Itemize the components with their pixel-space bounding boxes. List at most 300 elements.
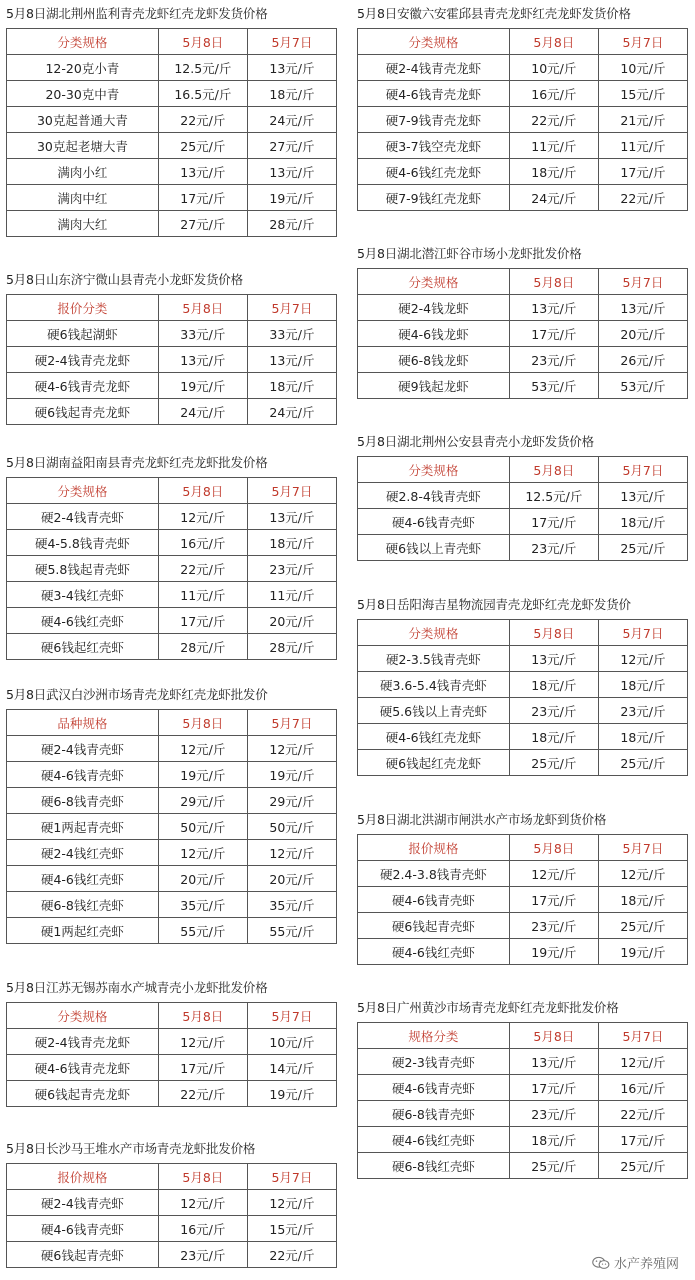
column-header: 分类规格	[7, 1003, 159, 1029]
price-cell: 18元/斤	[247, 530, 336, 556]
price-cell: 33元/斤	[158, 321, 247, 347]
price-cell: 12.5元/斤	[509, 483, 598, 509]
price-cell: 18元/斤	[509, 724, 598, 750]
price-cell: 22元/斤	[158, 556, 247, 582]
column-header: 分类规格	[358, 620, 510, 646]
table-row	[7, 556, 337, 582]
price-cell: 10元/斤	[598, 55, 687, 81]
price-cell: 25元/斤	[509, 1153, 598, 1179]
table-row	[7, 55, 337, 81]
column-header: 分类规格	[358, 269, 510, 295]
price-cell: 12元/斤	[247, 1190, 336, 1216]
table-header-row	[358, 620, 688, 646]
price-cell: 16.5元/斤	[158, 81, 247, 107]
spec-cell: 硬6钱起红壳虾	[7, 634, 159, 660]
table-row	[7, 81, 337, 107]
table-row	[7, 892, 337, 918]
column-header: 分类规格	[7, 478, 159, 504]
table-row	[7, 185, 337, 211]
price-cell: 20元/斤	[158, 866, 247, 892]
spec-cell: 硬4-6钱青壳虾	[7, 762, 159, 788]
table-row	[7, 866, 337, 892]
table-row	[358, 750, 688, 776]
table-title: 5月8日湖北荆州监利青壳龙虾红壳龙虾发货价格	[6, 6, 268, 21]
price-cell: 12元/斤	[158, 504, 247, 530]
price-cell: 25元/斤	[509, 750, 598, 776]
price-cell: 18元/斤	[598, 724, 687, 750]
price-cell: 17元/斤	[509, 1075, 598, 1101]
price-cell: 11元/斤	[509, 133, 598, 159]
price-cell: 12元/斤	[509, 861, 598, 887]
price-cell: 13元/斤	[509, 1049, 598, 1075]
price-cell: 24元/斤	[247, 399, 336, 425]
table-row	[358, 672, 688, 698]
column-header: 5月7日	[598, 29, 687, 55]
spec-cell: 硬4-6钱青壳虾	[358, 509, 510, 535]
spec-cell: 硬6钱起青壳虾	[358, 913, 510, 939]
spec-cell: 硬2.4-3.8钱青壳虾	[358, 861, 510, 887]
column-header: 5月7日	[598, 457, 687, 483]
price-cell: 12元/斤	[598, 861, 687, 887]
spec-cell: 硬6钱起红壳龙虾	[358, 750, 510, 776]
price-cell: 13元/斤	[598, 295, 687, 321]
spec-cell: 硬4-6钱龙虾	[358, 321, 510, 347]
table-row	[7, 582, 337, 608]
table-row	[7, 608, 337, 634]
price-cell: 16元/斤	[509, 81, 598, 107]
price-cell: 18元/斤	[598, 887, 687, 913]
column-header: 报价规格	[7, 1164, 159, 1190]
price-cell: 12元/斤	[158, 1190, 247, 1216]
table-title: 5月8日岳阳海吉星物流园青壳龙虾红壳龙虾发货价	[357, 597, 631, 612]
spec-cell: 硬4-6钱青壳虾	[7, 1216, 159, 1242]
price-table	[357, 456, 688, 561]
spec-cell: 硬4-6钱青壳龙虾	[7, 373, 159, 399]
price-cell: 53元/斤	[509, 373, 598, 399]
table-row	[358, 1075, 688, 1101]
spec-cell: 硬1两起红壳虾	[7, 918, 159, 944]
table-row	[358, 698, 688, 724]
spec-cell: 30克起普通大青	[7, 107, 159, 133]
table-row	[7, 1190, 337, 1216]
table-row	[358, 55, 688, 81]
price-cell: 16元/斤	[598, 1075, 687, 1101]
table-row	[358, 939, 688, 965]
price-cell: 19元/斤	[509, 939, 598, 965]
table-row	[358, 887, 688, 913]
spec-cell: 硬3-4钱红壳虾	[7, 582, 159, 608]
price-block	[357, 246, 688, 399]
price-cell: 12元/斤	[158, 1029, 247, 1055]
column-header: 品种规格	[7, 710, 159, 736]
price-cell: 17元/斤	[509, 509, 598, 535]
table-row	[7, 530, 337, 556]
table-header-row	[7, 295, 337, 321]
price-table	[357, 268, 688, 399]
spec-cell: 硬2-4钱青壳虾	[7, 1190, 159, 1216]
spec-cell: 硬2-4钱红壳虾	[7, 840, 159, 866]
table-header-row	[358, 457, 688, 483]
spec-cell: 满肉中红	[7, 185, 159, 211]
spec-cell: 硬6-8钱青壳虾	[358, 1101, 510, 1127]
spec-cell: 满肉大红	[7, 211, 159, 237]
price-table	[6, 477, 337, 660]
table-row	[7, 762, 337, 788]
price-cell: 16元/斤	[158, 530, 247, 556]
price-cell: 25元/斤	[598, 750, 687, 776]
column-header: 规格分类	[358, 1023, 510, 1049]
table-row	[358, 646, 688, 672]
price-block	[6, 6, 337, 237]
spec-cell: 20-30克中青	[7, 81, 159, 107]
table-row	[358, 535, 688, 561]
spec-cell: 硬2-4钱龙虾	[358, 295, 510, 321]
price-cell: 25元/斤	[598, 535, 687, 561]
spec-cell: 硬4-6钱红壳虾	[358, 939, 510, 965]
column-header: 分类规格	[358, 29, 510, 55]
spec-cell: 硬6-8钱青壳虾	[7, 788, 159, 814]
price-block	[6, 687, 337, 944]
price-cell: 22元/斤	[598, 185, 687, 211]
column-header: 5月8日	[509, 835, 598, 861]
table-row	[7, 814, 337, 840]
price-cell: 19元/斤	[598, 939, 687, 965]
table-header-row	[7, 1003, 337, 1029]
price-cell: 17元/斤	[509, 887, 598, 913]
column-header: 5月8日	[509, 29, 598, 55]
spec-cell: 硬2-4钱青壳龙虾	[358, 55, 510, 81]
price-cell: 23元/斤	[509, 535, 598, 561]
table-row	[358, 1101, 688, 1127]
spec-cell: 硬6钱起青壳龙虾	[7, 399, 159, 425]
table-row	[358, 1127, 688, 1153]
column-header: 5月8日	[509, 269, 598, 295]
price-cell: 23元/斤	[509, 1101, 598, 1127]
table-row	[7, 133, 337, 159]
price-cell: 55元/斤	[158, 918, 247, 944]
spec-cell: 硬6-8钱红壳虾	[358, 1153, 510, 1179]
price-cell: 24元/斤	[247, 107, 336, 133]
price-table	[6, 1163, 337, 1268]
table-row	[358, 509, 688, 535]
price-cell: 19元/斤	[247, 1081, 336, 1107]
table-row	[7, 840, 337, 866]
price-cell: 35元/斤	[247, 892, 336, 918]
table-row	[7, 1242, 337, 1268]
price-cell: 28元/斤	[158, 634, 247, 660]
price-block	[357, 1000, 688, 1179]
column-header: 5月8日	[158, 1164, 247, 1190]
spec-cell: 硬2-4钱青壳龙虾	[7, 347, 159, 373]
table-row	[7, 399, 337, 425]
price-cell: 11元/斤	[247, 582, 336, 608]
price-cell: 18元/斤	[598, 672, 687, 698]
column-header: 5月7日	[247, 295, 336, 321]
spec-cell: 硬6-8钱红壳虾	[7, 892, 159, 918]
table-row	[7, 107, 337, 133]
table-row	[358, 347, 688, 373]
table-row	[358, 1049, 688, 1075]
wechat-icon	[592, 1256, 610, 1270]
price-cell: 23元/斤	[247, 556, 336, 582]
spec-cell: 硬4-6钱青壳龙虾	[358, 81, 510, 107]
table-row	[7, 321, 337, 347]
table-row	[358, 321, 688, 347]
column-header: 5月7日	[598, 835, 687, 861]
price-table	[6, 1002, 337, 1107]
column-header: 5月7日	[598, 269, 687, 295]
table-row	[358, 861, 688, 887]
column-header: 5月8日	[509, 620, 598, 646]
table-row	[7, 159, 337, 185]
table-row	[358, 159, 688, 185]
table-row	[7, 1055, 337, 1081]
column-header: 5月7日	[247, 478, 336, 504]
table-header-row	[7, 710, 337, 736]
price-cell: 25元/斤	[598, 1153, 687, 1179]
table-header-row	[358, 1023, 688, 1049]
price-cell: 28元/斤	[247, 634, 336, 660]
price-cell: 26元/斤	[598, 347, 687, 373]
price-cell: 18元/斤	[509, 672, 598, 698]
price-table	[6, 28, 337, 237]
price-cell: 16元/斤	[158, 1216, 247, 1242]
price-cell: 18元/斤	[598, 509, 687, 535]
price-cell: 18元/斤	[247, 373, 336, 399]
price-cell: 13元/斤	[247, 55, 336, 81]
spec-cell: 硬4-6钱青壳虾	[358, 887, 510, 913]
price-cell: 20元/斤	[247, 608, 336, 634]
table-title: 5月8日湖北潜江虾谷市场小龙虾批发价格	[357, 246, 582, 261]
price-cell: 14元/斤	[247, 1055, 336, 1081]
table-row	[358, 483, 688, 509]
price-cell: 24元/斤	[509, 185, 598, 211]
price-cell: 28元/斤	[247, 211, 336, 237]
price-cell: 12元/斤	[247, 840, 336, 866]
price-cell: 50元/斤	[247, 814, 336, 840]
price-table	[357, 1022, 688, 1179]
table-row	[7, 788, 337, 814]
table-title: 5月8日湖北洪湖市闸洪水产市场龙虾到货价格	[357, 812, 607, 827]
price-cell: 53元/斤	[598, 373, 687, 399]
spec-cell: 硬4-6钱红壳虾	[358, 1127, 510, 1153]
price-cell: 19元/斤	[247, 762, 336, 788]
spec-cell: 硬4-6钱红壳虾	[7, 866, 159, 892]
column-header: 报价分类	[7, 295, 159, 321]
price-cell: 19元/斤	[158, 373, 247, 399]
price-cell: 21元/斤	[598, 107, 687, 133]
column-header: 5月8日	[158, 710, 247, 736]
price-block	[357, 6, 688, 211]
price-cell: 17元/斤	[158, 608, 247, 634]
table-row	[358, 295, 688, 321]
price-cell: 24元/斤	[158, 399, 247, 425]
table-row	[358, 373, 688, 399]
price-cell: 18元/斤	[509, 1127, 598, 1153]
price-cell: 23元/斤	[158, 1242, 247, 1268]
price-cell: 18元/斤	[509, 159, 598, 185]
price-cell: 22元/斤	[158, 1081, 247, 1107]
table-title: 5月8日山东济宁微山县青壳小龙虾发货价格	[6, 272, 243, 287]
spec-cell: 硬4-5.8钱青壳虾	[7, 530, 159, 556]
table-row	[7, 1081, 337, 1107]
price-block	[6, 1141, 337, 1268]
table-row	[358, 724, 688, 750]
price-table	[6, 294, 337, 425]
spec-cell: 硬3-7钱空壳龙虾	[358, 133, 510, 159]
spec-cell: 硬6钱起湖虾	[7, 321, 159, 347]
price-cell: 27元/斤	[247, 133, 336, 159]
price-cell: 13元/斤	[509, 295, 598, 321]
price-cell: 13元/斤	[598, 483, 687, 509]
table-row	[7, 373, 337, 399]
price-cell: 29元/斤	[158, 788, 247, 814]
table-title: 5月8日武汉白沙洲市场青壳龙虾红壳龙虾批发价	[6, 687, 268, 702]
table-row	[358, 107, 688, 133]
price-cell: 13元/斤	[247, 159, 336, 185]
price-cell: 23元/斤	[509, 347, 598, 373]
spec-cell: 硬4-6钱青壳龙虾	[7, 1055, 159, 1081]
table-row	[358, 1153, 688, 1179]
price-cell: 22元/斤	[247, 1242, 336, 1268]
price-table	[357, 834, 688, 965]
price-cell: 29元/斤	[247, 788, 336, 814]
price-cell: 18元/斤	[247, 81, 336, 107]
column-header: 5月7日	[247, 1164, 336, 1190]
table-header-row	[358, 835, 688, 861]
price-cell: 35元/斤	[158, 892, 247, 918]
spec-cell: 硬5.6钱以上青壳虾	[358, 698, 510, 724]
price-cell: 12元/斤	[247, 736, 336, 762]
price-table	[357, 619, 688, 776]
column-header: 5月8日	[158, 1003, 247, 1029]
price-cell: 17元/斤	[598, 1127, 687, 1153]
spec-cell: 硬4-6钱红壳虾	[7, 608, 159, 634]
table-row	[358, 913, 688, 939]
price-cell: 22元/斤	[509, 107, 598, 133]
price-cell: 13元/斤	[158, 347, 247, 373]
column-header: 5月8日	[509, 457, 598, 483]
price-table	[6, 709, 337, 944]
price-table	[357, 28, 688, 211]
spec-cell: 硬6钱起青壳虾	[7, 1242, 159, 1268]
spec-cell: 硬2-4钱青壳虾	[7, 504, 159, 530]
column-header: 5月8日	[509, 1023, 598, 1049]
column-header: 分类规格	[7, 29, 159, 55]
column-header: 5月7日	[598, 1023, 687, 1049]
price-cell: 17元/斤	[509, 321, 598, 347]
table-title: 5月8日安徽六安霍邱县青壳龙虾红壳龙虾发货价格	[357, 6, 631, 21]
price-cell: 20元/斤	[598, 321, 687, 347]
price-cell: 13元/斤	[158, 159, 247, 185]
price-cell: 13元/斤	[247, 504, 336, 530]
table-row	[7, 736, 337, 762]
price-cell: 11元/斤	[598, 133, 687, 159]
spec-cell: 硬4-6钱青壳虾	[358, 1075, 510, 1101]
spec-cell: 硬4-6钱红壳龙虾	[358, 724, 510, 750]
price-cell: 13元/斤	[247, 347, 336, 373]
spec-cell: 硬2-3.5钱青壳虾	[358, 646, 510, 672]
column-header: 5月7日	[247, 1003, 336, 1029]
table-row	[7, 918, 337, 944]
column-header: 5月8日	[158, 29, 247, 55]
column-header: 5月8日	[158, 478, 247, 504]
price-cell: 17元/斤	[158, 185, 247, 211]
spec-cell: 硬5.8钱起青壳虾	[7, 556, 159, 582]
table-row	[358, 185, 688, 211]
spec-cell: 硬7-9钱红壳龙虾	[358, 185, 510, 211]
price-cell: 17元/斤	[598, 159, 687, 185]
price-cell: 25元/斤	[598, 913, 687, 939]
price-cell: 25元/斤	[158, 133, 247, 159]
column-header: 5月8日	[158, 295, 247, 321]
price-block	[6, 980, 337, 1107]
price-cell: 22元/斤	[158, 107, 247, 133]
price-cell: 20元/斤	[247, 866, 336, 892]
price-cell: 12元/斤	[598, 646, 687, 672]
spec-cell: 硬1两起青壳虾	[7, 814, 159, 840]
table-header-row	[358, 269, 688, 295]
table-header-row	[7, 1164, 337, 1190]
spec-cell: 硬6钱起青壳龙虾	[7, 1081, 159, 1107]
price-cell: 22元/斤	[598, 1101, 687, 1127]
price-cell: 15元/斤	[598, 81, 687, 107]
spec-cell: 硬6钱以上青壳虾	[358, 535, 510, 561]
spec-cell: 硬9钱起龙虾	[358, 373, 510, 399]
price-cell: 11元/斤	[158, 582, 247, 608]
spec-cell: 硬3.6-5.4钱青壳虾	[358, 672, 510, 698]
spec-cell: 30克起老塘大青	[7, 133, 159, 159]
price-cell: 12元/斤	[158, 736, 247, 762]
price-block	[357, 434, 688, 561]
spec-cell: 硬4-6钱红壳龙虾	[358, 159, 510, 185]
table-row	[7, 211, 337, 237]
price-cell: 23元/斤	[598, 698, 687, 724]
table-row	[7, 504, 337, 530]
column-header: 分类规格	[358, 457, 510, 483]
price-cell: 13元/斤	[509, 646, 598, 672]
price-cell: 10元/斤	[247, 1029, 336, 1055]
price-cell: 55元/斤	[247, 918, 336, 944]
table-row	[7, 347, 337, 373]
price-cell: 12.5元/斤	[158, 55, 247, 81]
price-cell: 19元/斤	[247, 185, 336, 211]
price-cell: 12元/斤	[598, 1049, 687, 1075]
spec-cell: 满肉小红	[7, 159, 159, 185]
table-row	[7, 634, 337, 660]
spec-cell: 硬2-3钱青壳虾	[358, 1049, 510, 1075]
table-header-row	[358, 29, 688, 55]
price-cell: 23元/斤	[509, 913, 598, 939]
column-header: 5月7日	[247, 29, 336, 55]
spec-cell: 硬7-9钱青壳龙虾	[358, 107, 510, 133]
table-row	[358, 133, 688, 159]
price-block	[357, 597, 688, 776]
spec-cell: 12-20克小青	[7, 55, 159, 81]
table-row	[7, 1029, 337, 1055]
price-cell: 10元/斤	[509, 55, 598, 81]
price-cell: 15元/斤	[247, 1216, 336, 1242]
price-cell: 12元/斤	[158, 840, 247, 866]
spec-cell: 硬6-8钱龙虾	[358, 347, 510, 373]
table-title: 5月8日长沙马王堆水产市场青壳龙虾批发价格	[6, 1141, 256, 1156]
price-cell: 27元/斤	[158, 211, 247, 237]
spec-cell: 硬2-4钱青壳龙虾	[7, 1029, 159, 1055]
price-block	[6, 272, 337, 425]
watermark	[592, 1253, 679, 1272]
price-cell: 33元/斤	[247, 321, 336, 347]
table-title: 5月8日湖南益阳南县青壳龙虾红壳龙虾批发价格	[6, 455, 268, 470]
